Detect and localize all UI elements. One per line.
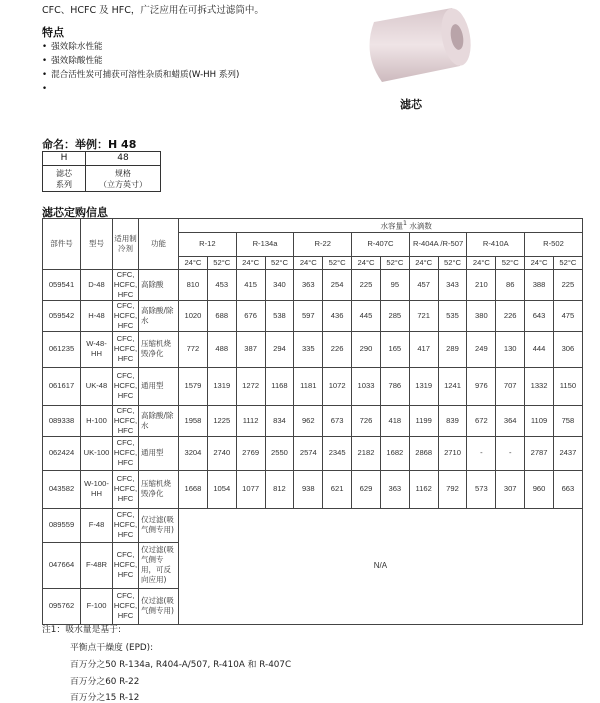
cell-part-no: 089338 xyxy=(43,405,81,436)
cell-value: 254 xyxy=(323,269,352,300)
cell-value: 772 xyxy=(179,331,208,367)
header-temp: 24°C xyxy=(179,256,208,269)
table-row xyxy=(43,405,583,436)
cell-value: - xyxy=(496,436,525,470)
cell-value: 364 xyxy=(496,405,525,436)
cell-value: 130 xyxy=(496,331,525,367)
intro-text: CFC、HCFC 及 HFC，广泛应用在可拆式过滤筒中。 xyxy=(42,5,264,16)
naming-label-size: 规格 （立方英寸） xyxy=(86,166,161,192)
cell-part-no: 089559 xyxy=(43,508,81,542)
cell-model: UK-48 xyxy=(81,367,113,405)
header-temp: 24°C xyxy=(409,256,438,269)
cell-value: 1272 xyxy=(236,367,265,405)
header-temp: 52°C xyxy=(496,256,525,269)
cell-value: 249 xyxy=(467,331,496,367)
cell-value: 226 xyxy=(323,331,352,367)
cell-part-no: 047664 xyxy=(43,542,81,588)
note-text: 吸水量是基于: xyxy=(65,625,121,635)
cell-value: 343 xyxy=(438,269,467,300)
cell-value: 2437 xyxy=(553,436,582,470)
order-title: 滤芯定购信息 xyxy=(42,206,108,219)
cell-value: 758 xyxy=(553,405,582,436)
header-temp: 52°C xyxy=(265,256,294,269)
header-refrigerant-1: R-134a xyxy=(236,232,294,256)
features-list xyxy=(42,40,239,96)
cell-value: 415 xyxy=(236,269,265,300)
cell-model: D-48 xyxy=(81,269,113,300)
cell-value: 2769 xyxy=(236,436,265,470)
cell-value: 726 xyxy=(352,405,381,436)
features-title: 特点 xyxy=(42,26,64,39)
cell-part-no: 043582 xyxy=(43,470,81,508)
cell-value: 1033 xyxy=(352,367,381,405)
cell-value: 1054 xyxy=(207,470,236,508)
cell-value: 210 xyxy=(467,269,496,300)
cell-part-no: 062424 xyxy=(43,436,81,470)
cell-value: 676 xyxy=(236,300,265,331)
cell-function: 通用型 xyxy=(139,367,179,405)
cell-value: 2182 xyxy=(352,436,381,470)
cell-value: 95 xyxy=(380,269,409,300)
cell-refrigerant: CFC, HCFC, HFC xyxy=(113,269,138,299)
cell-value: 786 xyxy=(380,367,409,405)
cell-function: 压缩机烧毁净化 xyxy=(139,331,179,367)
header-refrigerant-4: R-404A /R-507 xyxy=(409,232,467,256)
cell-function: 高除酸/除水 xyxy=(139,405,179,436)
cell-value: 812 xyxy=(265,470,294,508)
cell-model: H-48 xyxy=(81,300,113,331)
cell-value: 688 xyxy=(207,300,236,331)
cell-function: 仅过滤(吸气侧专用) xyxy=(139,508,179,542)
feature-item: • 强效除水性能 xyxy=(42,40,239,54)
cell-value: 1682 xyxy=(380,436,409,470)
cell-function: 压缩机烧毁净化 xyxy=(139,470,179,508)
cell-refrigerant: CFC, HCFC, HFC xyxy=(113,542,139,588)
naming-label-series: 滤芯 系列 xyxy=(43,166,86,192)
cell-refrigerant: CFC, HCFC, HFC xyxy=(113,300,138,330)
cell-function: 仅过滤(吸气侧专用) xyxy=(139,588,179,624)
cell-function: 仅过滤(吸气侧专用，可反向应用) xyxy=(139,542,179,588)
cell-value: 1109 xyxy=(525,405,554,436)
cell-value: 976 xyxy=(467,367,496,405)
note-line: 百万分之50 R-134a, R404-A/507, R-410A 和 R-407C xyxy=(70,660,292,670)
cell-value: 938 xyxy=(294,470,323,508)
naming-title: 命名：举例：H 48 xyxy=(42,138,137,151)
header-temp: 24°C xyxy=(294,256,323,269)
cell-value: 597 xyxy=(294,300,323,331)
cell-refrigerant: CFC, HCFC, HFC xyxy=(113,470,139,508)
cell-value: 165 xyxy=(380,331,409,367)
cell-value: 387 xyxy=(236,331,265,367)
header-refrigerant-0: R-12 xyxy=(179,232,237,256)
cell-model: H-100 xyxy=(81,405,113,436)
cell-model: W-100-HH xyxy=(81,470,113,508)
header-temp: 24°C xyxy=(236,256,265,269)
cell-value: 629 xyxy=(352,470,381,508)
cell-part-no: 095762 xyxy=(43,588,81,624)
cell-value: 418 xyxy=(380,405,409,436)
note-label: 注1： xyxy=(42,625,66,635)
cell-value: 388 xyxy=(525,269,554,300)
cell-value: 2710 xyxy=(438,436,467,470)
cell-value: 673 xyxy=(323,405,352,436)
cell-value: 457 xyxy=(409,269,438,300)
cell-value: 621 xyxy=(323,470,352,508)
cell-function: 通用型 xyxy=(139,436,179,470)
cell-na: N/A xyxy=(179,508,583,624)
cell-value: 538 xyxy=(265,300,294,331)
cell-value: 225 xyxy=(553,269,582,300)
note-line: 百万分之15 R-12 xyxy=(70,693,140,703)
cell-value: - xyxy=(467,436,496,470)
cell-part-no: 059541 xyxy=(43,269,81,300)
cell-value: 1181 xyxy=(294,367,323,405)
filter-caption: 滤芯 xyxy=(400,98,422,111)
cell-value: 1332 xyxy=(525,367,554,405)
cell-value: 307 xyxy=(496,470,525,508)
cell-value: 663 xyxy=(553,470,582,508)
cell-value: 306 xyxy=(553,331,582,367)
cell-value: 1162 xyxy=(409,470,438,508)
cell-value: 417 xyxy=(409,331,438,367)
cell-value: 290 xyxy=(352,331,381,367)
cell-value: 453 xyxy=(207,269,236,300)
cell-value: 380 xyxy=(467,300,496,331)
header-refrigerant-5: R-410A xyxy=(467,232,525,256)
cell-model: F-48 xyxy=(81,508,113,542)
cell-value: 962 xyxy=(294,405,323,436)
order-table xyxy=(42,218,583,625)
cell-value: 436 xyxy=(323,300,352,331)
cell-value: 535 xyxy=(438,300,467,331)
cell-refrigerant: CFC, HCFC, HFC xyxy=(113,405,138,435)
header-temp: 52°C xyxy=(438,256,467,269)
header-temp: 24°C xyxy=(467,256,496,269)
table-row xyxy=(43,300,583,331)
cell-value: 2345 xyxy=(323,436,352,470)
cell-value: 294 xyxy=(265,331,294,367)
cell-value: 721 xyxy=(409,300,438,331)
cell-model: F-48R xyxy=(81,542,113,588)
cell-value: 335 xyxy=(294,331,323,367)
cell-value: 1020 xyxy=(179,300,208,331)
cell-value: 363 xyxy=(294,269,323,300)
cell-value: 1077 xyxy=(236,470,265,508)
header-function: 功能 xyxy=(139,219,179,270)
cell-value: 2550 xyxy=(265,436,294,470)
cell-value: 2787 xyxy=(525,436,554,470)
header-temp: 24°C xyxy=(352,256,381,269)
cell-value: 1668 xyxy=(179,470,208,508)
cell-value: 363 xyxy=(380,470,409,508)
header-refrigerant: 适用制冷剂 xyxy=(113,219,139,270)
cell-refrigerant: CFC, HCFC, HFC xyxy=(113,367,139,405)
feature-item: • 强效除酸性能 xyxy=(42,54,239,68)
feature-item: • 混合活性炭可捕获可溶性杂质和蜡质(W-HH 系列) xyxy=(42,68,239,82)
cell-function: 高除酸 xyxy=(139,269,179,300)
table-row xyxy=(43,436,583,470)
cell-model: F-100 xyxy=(81,588,113,624)
cell-value: 1319 xyxy=(409,367,438,405)
header-model: 型号 xyxy=(81,219,113,270)
cell-value: 2868 xyxy=(409,436,438,470)
feature-item xyxy=(42,82,239,96)
cell-value: 3204 xyxy=(179,436,208,470)
cell-value: 285 xyxy=(380,300,409,331)
header-temp: 52°C xyxy=(207,256,236,269)
header-temp: 52°C xyxy=(553,256,582,269)
cell-value: 2740 xyxy=(207,436,236,470)
naming-code-size: 48 xyxy=(86,152,161,166)
cell-value: 707 xyxy=(496,367,525,405)
cell-value: 1072 xyxy=(323,367,352,405)
cell-value: 86 xyxy=(496,269,525,300)
header-refrigerant-2: R-22 xyxy=(294,232,352,256)
cell-value: 1958 xyxy=(179,405,208,436)
cell-value: 960 xyxy=(525,470,554,508)
cell-value: 1112 xyxy=(236,405,265,436)
cell-value: 475 xyxy=(553,300,582,331)
cell-refrigerant: CFC, HCFC, HFC xyxy=(113,436,139,470)
cell-value: 1241 xyxy=(438,367,467,405)
cell-model: W-48-HH xyxy=(81,331,113,367)
header-part-no: 部件号 xyxy=(43,219,81,270)
cell-value: 340 xyxy=(265,269,294,300)
cell-value: 810 xyxy=(179,269,208,300)
cell-value: 2574 xyxy=(294,436,323,470)
cell-value: 226 xyxy=(496,300,525,331)
naming-table xyxy=(42,151,161,192)
cell-value: 573 xyxy=(467,470,496,508)
header-refrigerant-3: R-407C xyxy=(352,232,410,256)
cell-model: UK-100 xyxy=(81,436,113,470)
cell-value: 445 xyxy=(352,300,381,331)
cell-value: 643 xyxy=(525,300,554,331)
naming-code-series: H xyxy=(43,152,86,166)
cell-function: 高除酸/除水 xyxy=(139,300,179,331)
cell-value: 1168 xyxy=(265,367,294,405)
cell-refrigerant: CFC, HCFC, HFC xyxy=(113,588,139,624)
cell-value: 672 xyxy=(467,405,496,436)
header-temp: 52°C xyxy=(380,256,409,269)
note-line: 百万分之60 R-22 xyxy=(70,677,140,687)
note-heading xyxy=(42,622,121,635)
cell-value: 225 xyxy=(352,269,381,300)
cell-value: 1579 xyxy=(179,367,208,405)
cell-value: 1150 xyxy=(553,367,582,405)
table-row xyxy=(43,269,583,300)
header-refrigerant-6: R-502 xyxy=(525,232,583,256)
cell-part-no: 061617 xyxy=(43,367,81,405)
table-row xyxy=(43,470,583,508)
header-temp: 24°C xyxy=(525,256,554,269)
cell-refrigerant: CFC, HCFC, HFC xyxy=(113,508,139,542)
header-temp: 52°C xyxy=(323,256,352,269)
cell-part-no: 061235 xyxy=(43,331,81,367)
filter-core-image xyxy=(360,2,480,90)
table-row xyxy=(43,367,583,405)
table-row xyxy=(43,331,583,367)
cell-value: 488 xyxy=(207,331,236,367)
header-capacity: 水容量$^1$ 水滴数 xyxy=(179,219,583,233)
cell-value: 289 xyxy=(438,331,467,367)
note-line: 平衡点干燥度 (EPD): xyxy=(70,643,154,653)
table-row xyxy=(43,508,583,542)
cell-value: 839 xyxy=(438,405,467,436)
cell-refrigerant: CFC, HCFC, HFC xyxy=(113,331,139,367)
cell-value: 792 xyxy=(438,470,467,508)
cell-part-no: 059542 xyxy=(43,300,81,331)
cell-value: 444 xyxy=(525,331,554,367)
cell-value: 1319 xyxy=(207,367,236,405)
cell-value: 1199 xyxy=(409,405,438,436)
cell-value: 1225 xyxy=(207,405,236,436)
cell-value: 834 xyxy=(265,405,294,436)
